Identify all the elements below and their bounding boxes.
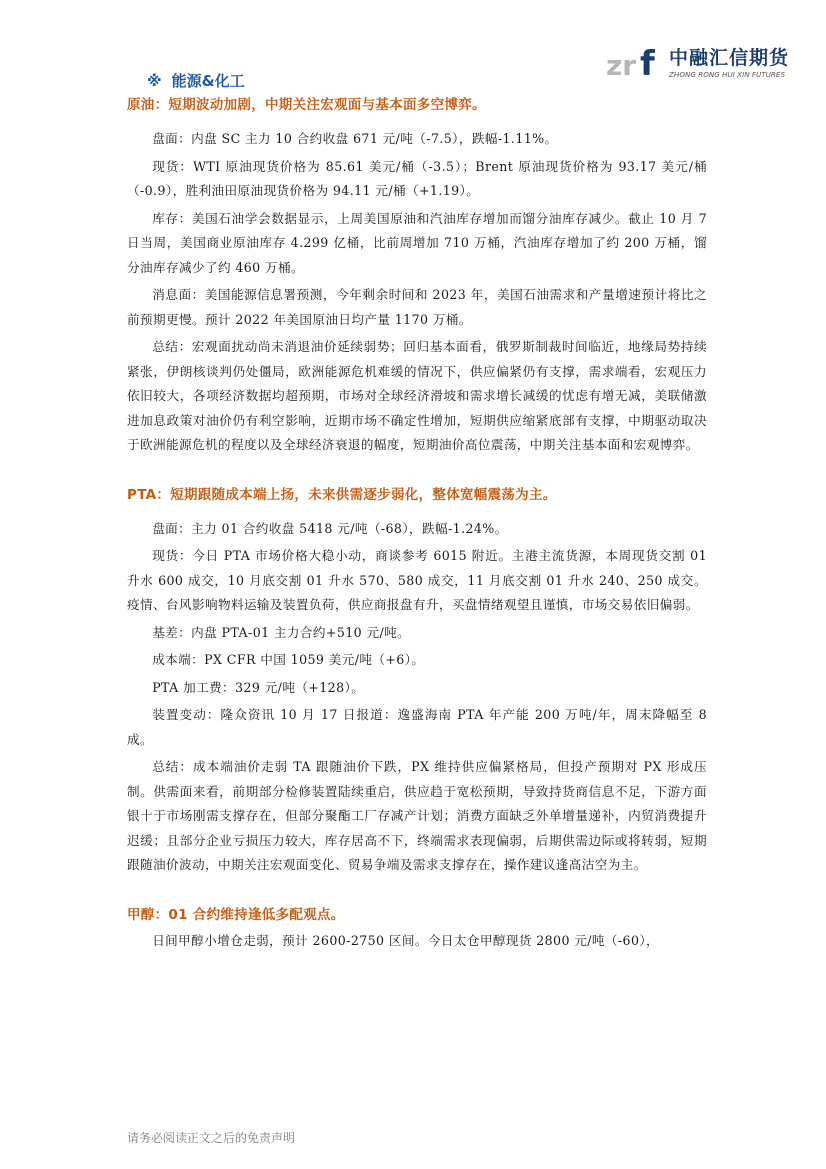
pta-plant-change-paragraph: 装置变动：隆众资讯 10 月 17 日报道：逸盛海南 PTA 年产能 200 万吨/年，周末降幅至 8 成。 (127, 707, 707, 747)
logo-english-name: ZHONG RONG HUI XIN FUTURES (669, 70, 786, 79)
crude-oil-block (127, 95, 707, 458)
pta-heading: PTA：短期跟随成本端上扬，未来供需逐步弱化，整体宽幅震荡为主。 (127, 486, 557, 503)
crude-oil-heading: 原油：短期波动加剧，中期关注宏观面与基本面多空博弈。 (127, 97, 486, 113)
disclaimer-footer: 请务必阅读正文之后的免责声明 (127, 1131, 296, 1145)
pta-cost-paragraph: 成本端：PX CFR 中国 1059 美元/吨（+6）。 (152, 652, 425, 667)
methanol-heading: 甲醇：01 合约维持逢低多配观点。 (127, 906, 345, 923)
pta-summary-paragraph: 总结：成本端油价走弱 TA 跟随油价下跌，PX 维持供应偏紧格局，但投产预期对 PX 形成压制。供需面来看，前期部分检修装置陆续重启，供应趋于宽松预期，导致持货商信息不足，下游方面银十于市场刚需支撑存在，但部分聚酯工厂存减产计划；消费方面缺乏外单增量递补，内贸消费提升迟缓；且部分企业亏损压力较大，库存居高不下，终端需求表现偏弱，后期供需边际或将转弱，短期跟随油价波动，中期关注宏观面变化、贸易争端及需求支撑存在，操作建议逢高沽空为主。 (127, 759, 707, 872)
svg-text:f: f (640, 44, 655, 82)
pta-processing-fee-paragraph: PTA 加工费：329 元/吨（+128）。 (152, 679, 365, 695)
report-content (127, 70, 707, 956)
methanol-paragraph: 日间甲醇小增仓走弱，预计 2600-2750 区间。今日太仓甲醇现货 2800 元/吨（-60）， (152, 932, 660, 948)
methanol-block (127, 905, 707, 954)
section-title-text: 能源&化工 (171, 72, 245, 90)
pta-basis-paragraph: 基差：内盘 PTA-01 主力合约+510 元/吨。 (152, 624, 411, 640)
svg-text:zr: zr (606, 49, 637, 82)
crude-oil-spot-paragraph: 现货：WTI 原油现货价格为 85.61 美元/桶（-3.5）；Brent 原油现货价格为 93.17 美元/桶（-0.9），胜利油田原油现货价格为 94.11 元/桶（+1.19）。 (127, 158, 707, 198)
crude-oil-futures-paragraph: 盘面：内盘 SC 主力 10 合约收盘 671 元/吨（-7.5），跌幅-1.11%。 (152, 131, 558, 146)
pta-block (127, 485, 707, 878)
crude-oil-inventory-paragraph: 库存：美国石油学会数据显示，上周美国原油和汽油库存增加而馏分油库存减少。截止 10 月 7 日当周，美国商业原油库存 4.299 亿桶，比前周增加 710 万桶，汽油库存增加了约 200 万桶，馏分油库存减少了约 460 万桶。 (127, 210, 707, 275)
pta-spot-paragraph: 现货：今日 PTA 市场价格大稳小动，商谈参考 6015 附近。主港主流货源，本周现货交割 01 升水 600 成交，10 月底交割 01 升水 570、580 成交，11 月底交割 01 升水 240、250 成交。疫情、台风影响物料运输及装置负荷，供应商报盘有升，买盘情绪观望且谨慎，市场交易依旧偏弱。 (127, 548, 707, 612)
pta-futures-paragraph: 盘面：主力 01 合约收盘 5418 元/吨（-68），跌幅-1.24%。 (152, 520, 508, 536)
reference-mark-icon: ※ (147, 72, 162, 90)
crude-oil-news-paragraph: 消息面：美国能源信息署预测，今年剩余时间和 2023 年，美国石油需求和产量增速预计将比之前预期更慢。预计 2022 年美国原油日均产量 1170 万桶。 (127, 287, 707, 327)
crude-oil-summary-paragraph: 总结：宏观面扰动尚未消退油价延续弱势；回归基本面看，俄罗斯制裁时间临近，地缘局势持续紧张，伊朗核谈判仍处僵局，欧洲能源危机难缓的情况下，供应偏紧仍有支撑，需求端看，宏观压力依旧较大，各项经济数据均超预期，市场对全球经济滑坡和需求增长减缓的忧虑有增无减，美联储激进加息政策对油价仍有利空影响，近期市场不确定性增加，短期供应缩紧底部有支撑，中期驱动取决于欧洲能源危机的程度以及全球经济衰退的幅度，短期油价高位震荡，中期关注基本面和宏观博弈。 (127, 339, 707, 452)
logo-chinese-name: 中融汇信期货 (669, 47, 790, 69)
section-title (147, 70, 707, 92)
